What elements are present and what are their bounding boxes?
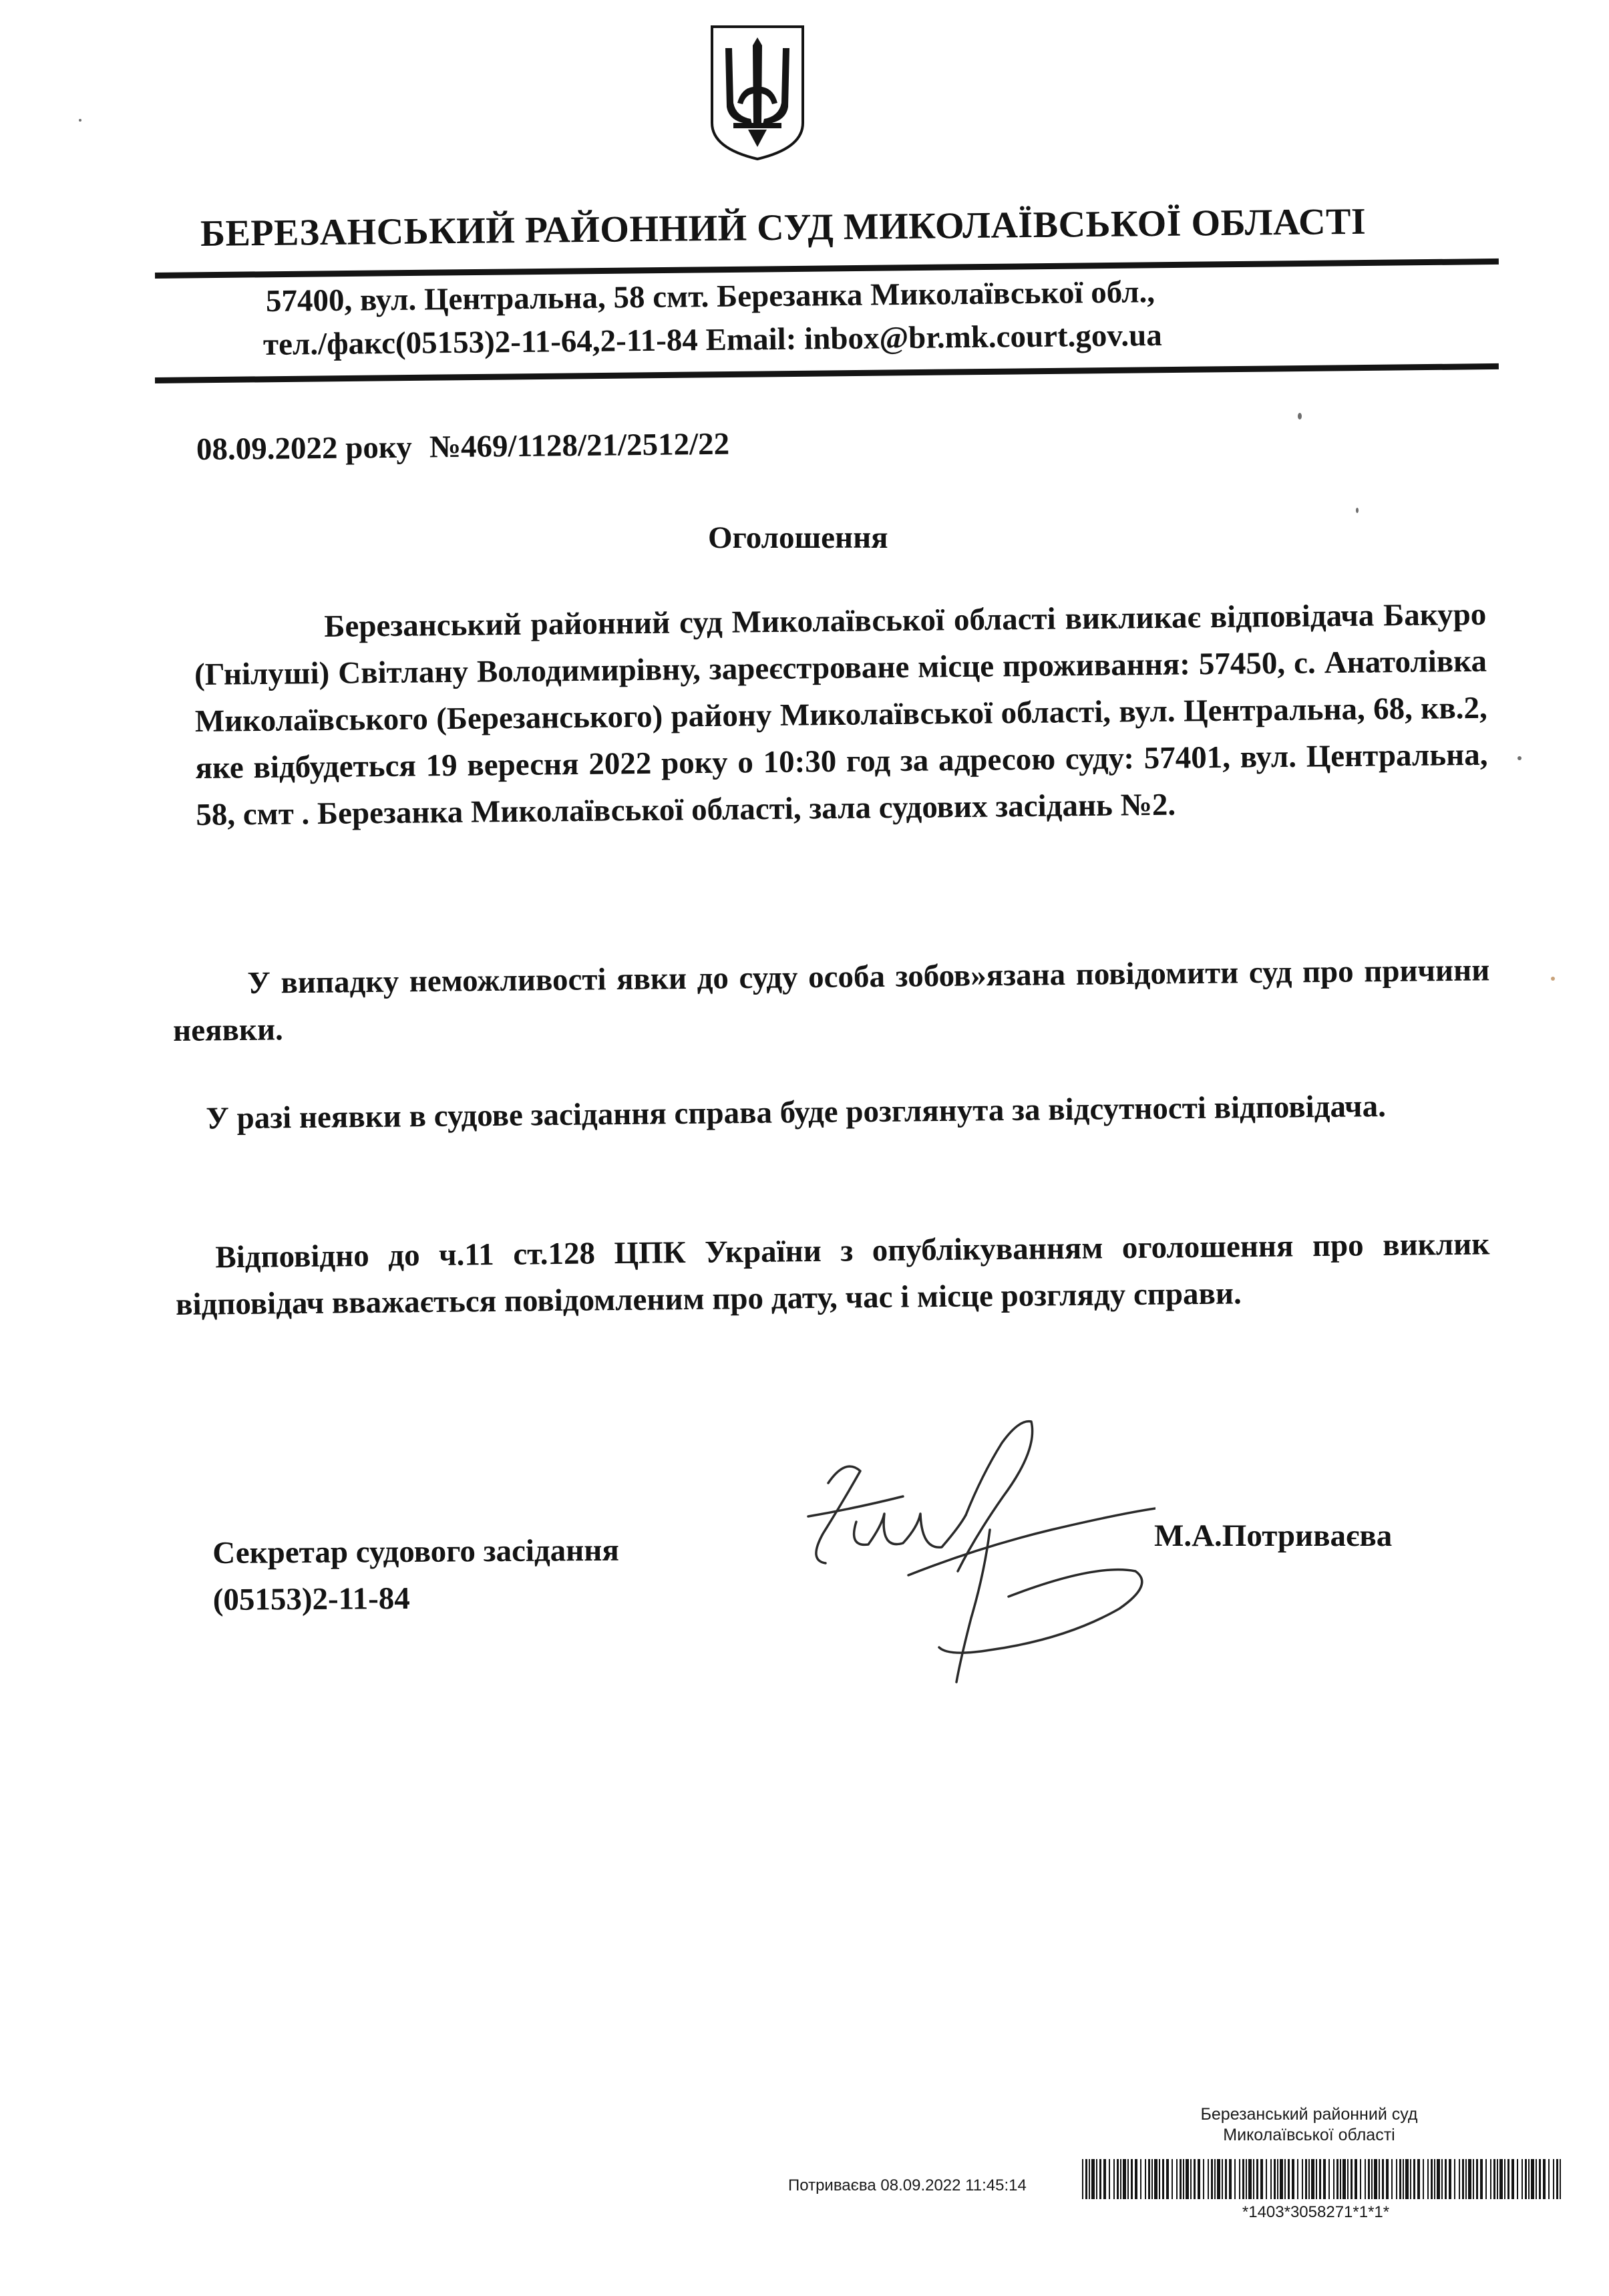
barcode-bar	[1437, 2159, 1440, 2199]
barcode-bar	[1148, 2159, 1150, 2199]
barcode-bar	[1374, 2159, 1377, 2199]
barcode-bar	[1085, 2159, 1087, 2199]
barcode-bar	[1497, 2159, 1498, 2199]
barcode-bar	[1531, 2159, 1534, 2199]
barcode-bar	[1308, 2159, 1310, 2199]
paragraph-legal-basis: Відповідно до ч.11 ст.128 ЦПК України з опублікуванням оголошення про виклик відповідач вважається повідомленим про дату, час і місце розгляду справи.	[175, 1226, 1490, 1322]
barcode-bar	[1507, 2159, 1509, 2199]
barcode-bar	[1427, 2159, 1429, 2199]
barcode-bar	[1490, 2159, 1491, 2199]
barcode-bar	[1217, 2159, 1220, 2199]
signatory-name: М.А.Потриваєва	[1154, 1518, 1393, 1553]
barcode-bar	[1145, 2159, 1146, 2199]
barcode-bar	[1423, 2159, 1424, 2199]
barcode-bar	[1454, 2159, 1455, 2199]
barcode-bar	[1099, 2159, 1101, 2199]
barcode-bar	[1198, 2159, 1200, 2199]
barcode-bar	[1113, 2159, 1115, 2199]
barcode-bar	[1302, 2159, 1303, 2199]
barcode-bar	[1089, 2159, 1090, 2199]
signatory-block	[212, 1527, 620, 1623]
barcode-bar	[1270, 2159, 1272, 2199]
barcode-bar	[1431, 2159, 1433, 2199]
barcode-bar	[1391, 2159, 1393, 2199]
barcode-bar	[1382, 2159, 1384, 2199]
handwritten-signature	[781, 1396, 1155, 1703]
barcode-bar	[1103, 2159, 1106, 2199]
barcode-bar	[1123, 2159, 1126, 2199]
barcode-bar	[1109, 2159, 1110, 2199]
barcode-bar	[1328, 2159, 1330, 2199]
barcode-bar	[1284, 2159, 1286, 2199]
paragraph-absence-notice: У випадку неможливості явки до суду особа зобов»язана повідомити суд про причини неявки.	[172, 953, 1490, 1048]
barcode-bar	[1459, 2159, 1460, 2199]
barcode-bar	[1410, 2159, 1411, 2199]
paragraph-default-hearing: У разі неявки в судове засідання справа буде розглянута за відсутності відповідача.	[206, 1088, 1387, 1136]
barcode-bar	[1368, 2159, 1370, 2199]
barcode-bar	[1553, 2159, 1554, 2199]
barcode-bar	[1239, 2159, 1240, 2199]
barcode-bar	[1476, 2159, 1478, 2199]
barcode-bar	[1319, 2159, 1321, 2199]
barcode-bar	[1292, 2159, 1294, 2199]
barcode-bar	[1140, 2159, 1141, 2199]
barcode-bar	[1316, 2159, 1317, 2199]
barcode-bar	[1186, 2159, 1189, 2199]
barcode-bar	[1225, 2159, 1227, 2199]
document-date-number	[196, 426, 730, 468]
barcode-bar	[1208, 2159, 1209, 2199]
barcode-bar	[1277, 2159, 1278, 2199]
coat-of-arms-icon	[707, 23, 808, 163]
barcode-bar	[1154, 2159, 1157, 2199]
barcode-bar	[1333, 2159, 1334, 2199]
header-rule-top	[155, 259, 1499, 279]
barcode-bar	[1405, 2159, 1409, 2199]
barcode-bar	[1343, 2159, 1346, 2199]
court-name: БЕРЕЗАНСЬКИЙ РАЙОННИЙ СУД МИКОЛАЇВСЬКОЇ ОБЛАСТІ	[200, 200, 1367, 255]
barcode-bar	[1229, 2159, 1232, 2199]
barcode-bar	[1441, 2159, 1443, 2199]
barcode-bar	[1396, 2159, 1397, 2199]
barcode-bar	[1517, 2159, 1518, 2199]
barcode-bar	[1493, 2159, 1495, 2199]
barcode-bar	[1351, 2159, 1353, 2199]
barcode-bar	[1536, 2159, 1537, 2199]
barcode-bar	[1248, 2159, 1252, 2199]
signatory-position: Секретар судового засідання	[212, 1532, 619, 1571]
signatory-phone: (05153)2-11-84	[212, 1581, 410, 1617]
barcode-bar	[1280, 2159, 1283, 2199]
barcode-bar	[1127, 2159, 1129, 2199]
barcode-bar	[1183, 2159, 1184, 2199]
barcode-bar	[1556, 2159, 1558, 2199]
barcode-bar	[1465, 2159, 1467, 2199]
barcode-bar	[1499, 2159, 1503, 2199]
header-rule-bottom	[155, 363, 1499, 383]
barcode-bar	[1288, 2159, 1290, 2199]
barcode-bar	[1274, 2159, 1276, 2199]
barcode-bar	[1311, 2159, 1314, 2199]
registration-barcode-number: *1403*3058271*1*1*	[1242, 2203, 1390, 2221]
registration-barcode	[1082, 2159, 1563, 2199]
barcode-bar	[1504, 2159, 1505, 2199]
barcode-bar	[1365, 2159, 1366, 2199]
barcode-bar	[1222, 2159, 1223, 2199]
barcode-bar	[1162, 2159, 1164, 2199]
barcode-bar	[1091, 2159, 1095, 2199]
barcode-bar	[1131, 2159, 1133, 2199]
barcode-bar	[1417, 2159, 1420, 2199]
registration-meta: Потриваєва 08.09.2022 11:45:14	[788, 2176, 1027, 2194]
barcode-bar	[1159, 2159, 1160, 2199]
barcode-bar	[1176, 2159, 1178, 2199]
barcode-bar	[1468, 2159, 1471, 2199]
barcode-bar	[1172, 2159, 1173, 2199]
barcode-bar	[1485, 2159, 1487, 2199]
barcode-bar	[1522, 2159, 1523, 2199]
scan-speck	[1356, 508, 1359, 513]
barcode-bar	[1525, 2159, 1527, 2199]
barcode-bar	[1305, 2159, 1307, 2199]
barcode-bar	[1336, 2159, 1338, 2199]
court-address: 57400, вул. Центральна, 58 смт. Березанка Миколаївської обл.,	[265, 275, 1155, 319]
barcode-bar	[1560, 2159, 1561, 2199]
barcode-bar	[1399, 2159, 1401, 2199]
barcode-bar	[1211, 2159, 1213, 2199]
barcode-bar	[1082, 2159, 1083, 2199]
barcode-bar	[1480, 2159, 1483, 2199]
document-title: Оголошення	[708, 520, 888, 555]
barcode-bar	[1256, 2159, 1258, 2199]
barcode-bar	[1253, 2159, 1254, 2199]
barcode-bar	[1151, 2159, 1153, 2199]
barcode-bar	[1214, 2159, 1216, 2199]
barcode-bar	[1297, 2159, 1298, 2199]
barcode-bar	[1135, 2159, 1137, 2199]
barcode-bar	[1403, 2159, 1404, 2199]
barcode-bar	[1166, 2159, 1169, 2199]
registration-org-line2: Миколаївської області	[1223, 2126, 1395, 2144]
barcode-bar	[1543, 2159, 1546, 2199]
scan-speck	[1298, 413, 1302, 420]
barcode-bar	[1323, 2159, 1326, 2199]
barcode-bar	[1360, 2159, 1361, 2199]
barcode-bar	[1266, 2159, 1267, 2199]
barcode-bar	[1473, 2159, 1474, 2199]
barcode-bar	[1117, 2159, 1119, 2199]
barcode-bar	[1434, 2159, 1435, 2199]
barcode-bar	[1190, 2159, 1192, 2199]
barcode-bar	[1347, 2159, 1349, 2199]
scan-speck	[79, 119, 81, 122]
barcode-bar	[1355, 2159, 1357, 2199]
barcode-bar	[1096, 2159, 1097, 2199]
barcode-bar	[1234, 2159, 1236, 2199]
barcode-bar	[1180, 2159, 1182, 2199]
barcode-bar	[1462, 2159, 1464, 2199]
barcode-bar	[1379, 2159, 1380, 2199]
barcode-bar	[1371, 2159, 1373, 2199]
registration-stamp-org	[1189, 2104, 1429, 2146]
document-date: 08.09.2022 року	[196, 430, 413, 467]
barcode-bar	[1445, 2159, 1447, 2199]
barcode-bar	[1260, 2159, 1263, 2199]
registration-org-line1: Березанський районний суд	[1200, 2105, 1418, 2124]
barcode-bar	[1242, 2159, 1244, 2199]
scan-speck	[1517, 756, 1522, 760]
barcode-bar	[1194, 2159, 1196, 2199]
barcode-bar	[1548, 2159, 1550, 2199]
barcode-bar	[1386, 2159, 1389, 2199]
barcode-bar	[1511, 2159, 1514, 2199]
barcode-bar	[1449, 2159, 1451, 2199]
barcode-bar	[1340, 2159, 1341, 2199]
document-number: №469/1128/21/2512/22	[429, 426, 730, 465]
paragraph-summons: Березанський районний суд Миколаївської області викликає відповідача Бакуро (Гнілуші) Світлану Володимирівну, зареєстроване місце проживання: 57450, с. Анатолівка Миколаївського (Березанського) району Миколаївської області, вул. Центральна, 68, кв.2, яке відбудеться 19 вересня 2022 року о 10:30 год за адресою суду: 57401, вул. Центральна, 58, смт . Березанка Миколаївської області, зала судових засідань №2.	[194, 597, 1488, 832]
barcode-bar	[1246, 2159, 1247, 2199]
scan-speck	[1551, 977, 1555, 981]
barcode-bar	[1528, 2159, 1530, 2199]
court-contacts: тел./факс(05153)2-11-64,2-11-84 Email: inbox@br.mk.court.gov.ua	[262, 317, 1162, 362]
barcode-bar	[1413, 2159, 1415, 2199]
barcode-bar	[1203, 2159, 1204, 2199]
barcode-bar	[1539, 2159, 1541, 2199]
barcode-bar	[1120, 2159, 1121, 2199]
